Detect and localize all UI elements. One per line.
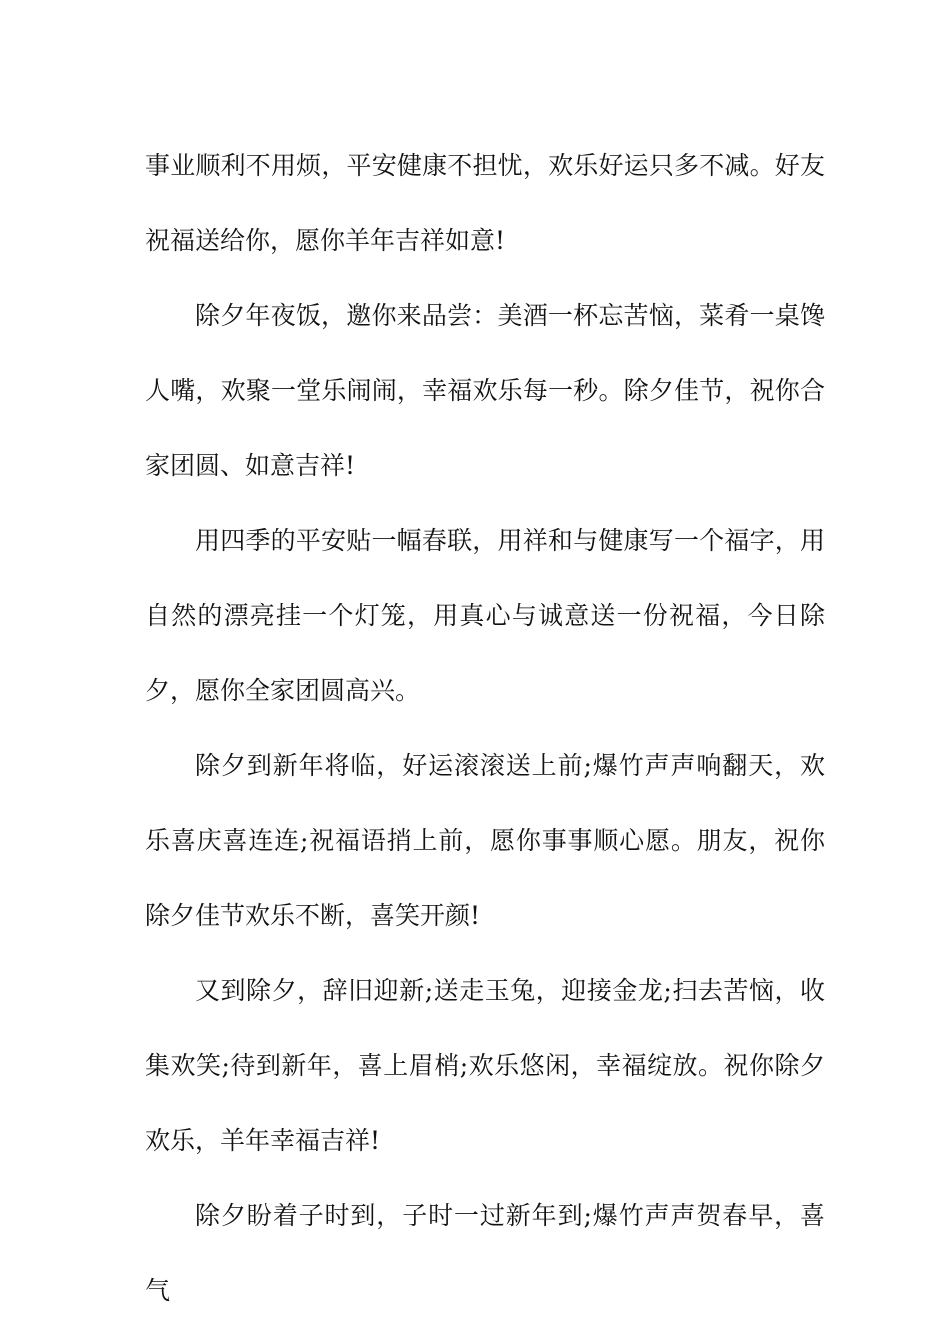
paragraph: 除夕到新年将临，好运滚滚送上前;爆竹声声响翻天，欢乐喜庆喜连连;祝福语捎上前，愿你事事顺心愿。朋友，祝你除夕佳节欢乐不断，喜笑开颜! <box>145 751 825 930</box>
paragraph: 用四季的平安贴一幅春联，用祥和与健康写一个福字，用自然的漂亮挂一个灯笼，用真心与诚意送一份祝福，今日除夕，愿你全家团圆高兴。 <box>145 526 825 705</box>
document-body <box>145 128 825 1328</box>
paragraph: 除夕年夜饭，邀你来品尝：美酒一杯忘苦恼，菜肴一桌馋人嘴，欢聚一堂乐闹闹，幸福欢乐每一秒。除夕佳节，祝你合家团圆、如意吉祥! <box>145 301 825 480</box>
paragraph: 事业顺利不用烦，平安健康不担忧，欢乐好运只多不减。好友祝福送给你，愿你羊年吉祥如意! <box>145 151 825 255</box>
paragraph: 又到除夕，辞旧迎新;送走玉兔，迎接金龙;扫去苦恼，收集欢笑;待到新年，喜上眉梢;欢乐悠闲，幸福绽放。祝你除夕欢乐，羊年幸福吉祥! <box>145 976 825 1155</box>
paragraph: 除夕盼着子时到，子时一过新年到;爆竹声声贺春早，喜气 <box>145 1201 825 1305</box>
